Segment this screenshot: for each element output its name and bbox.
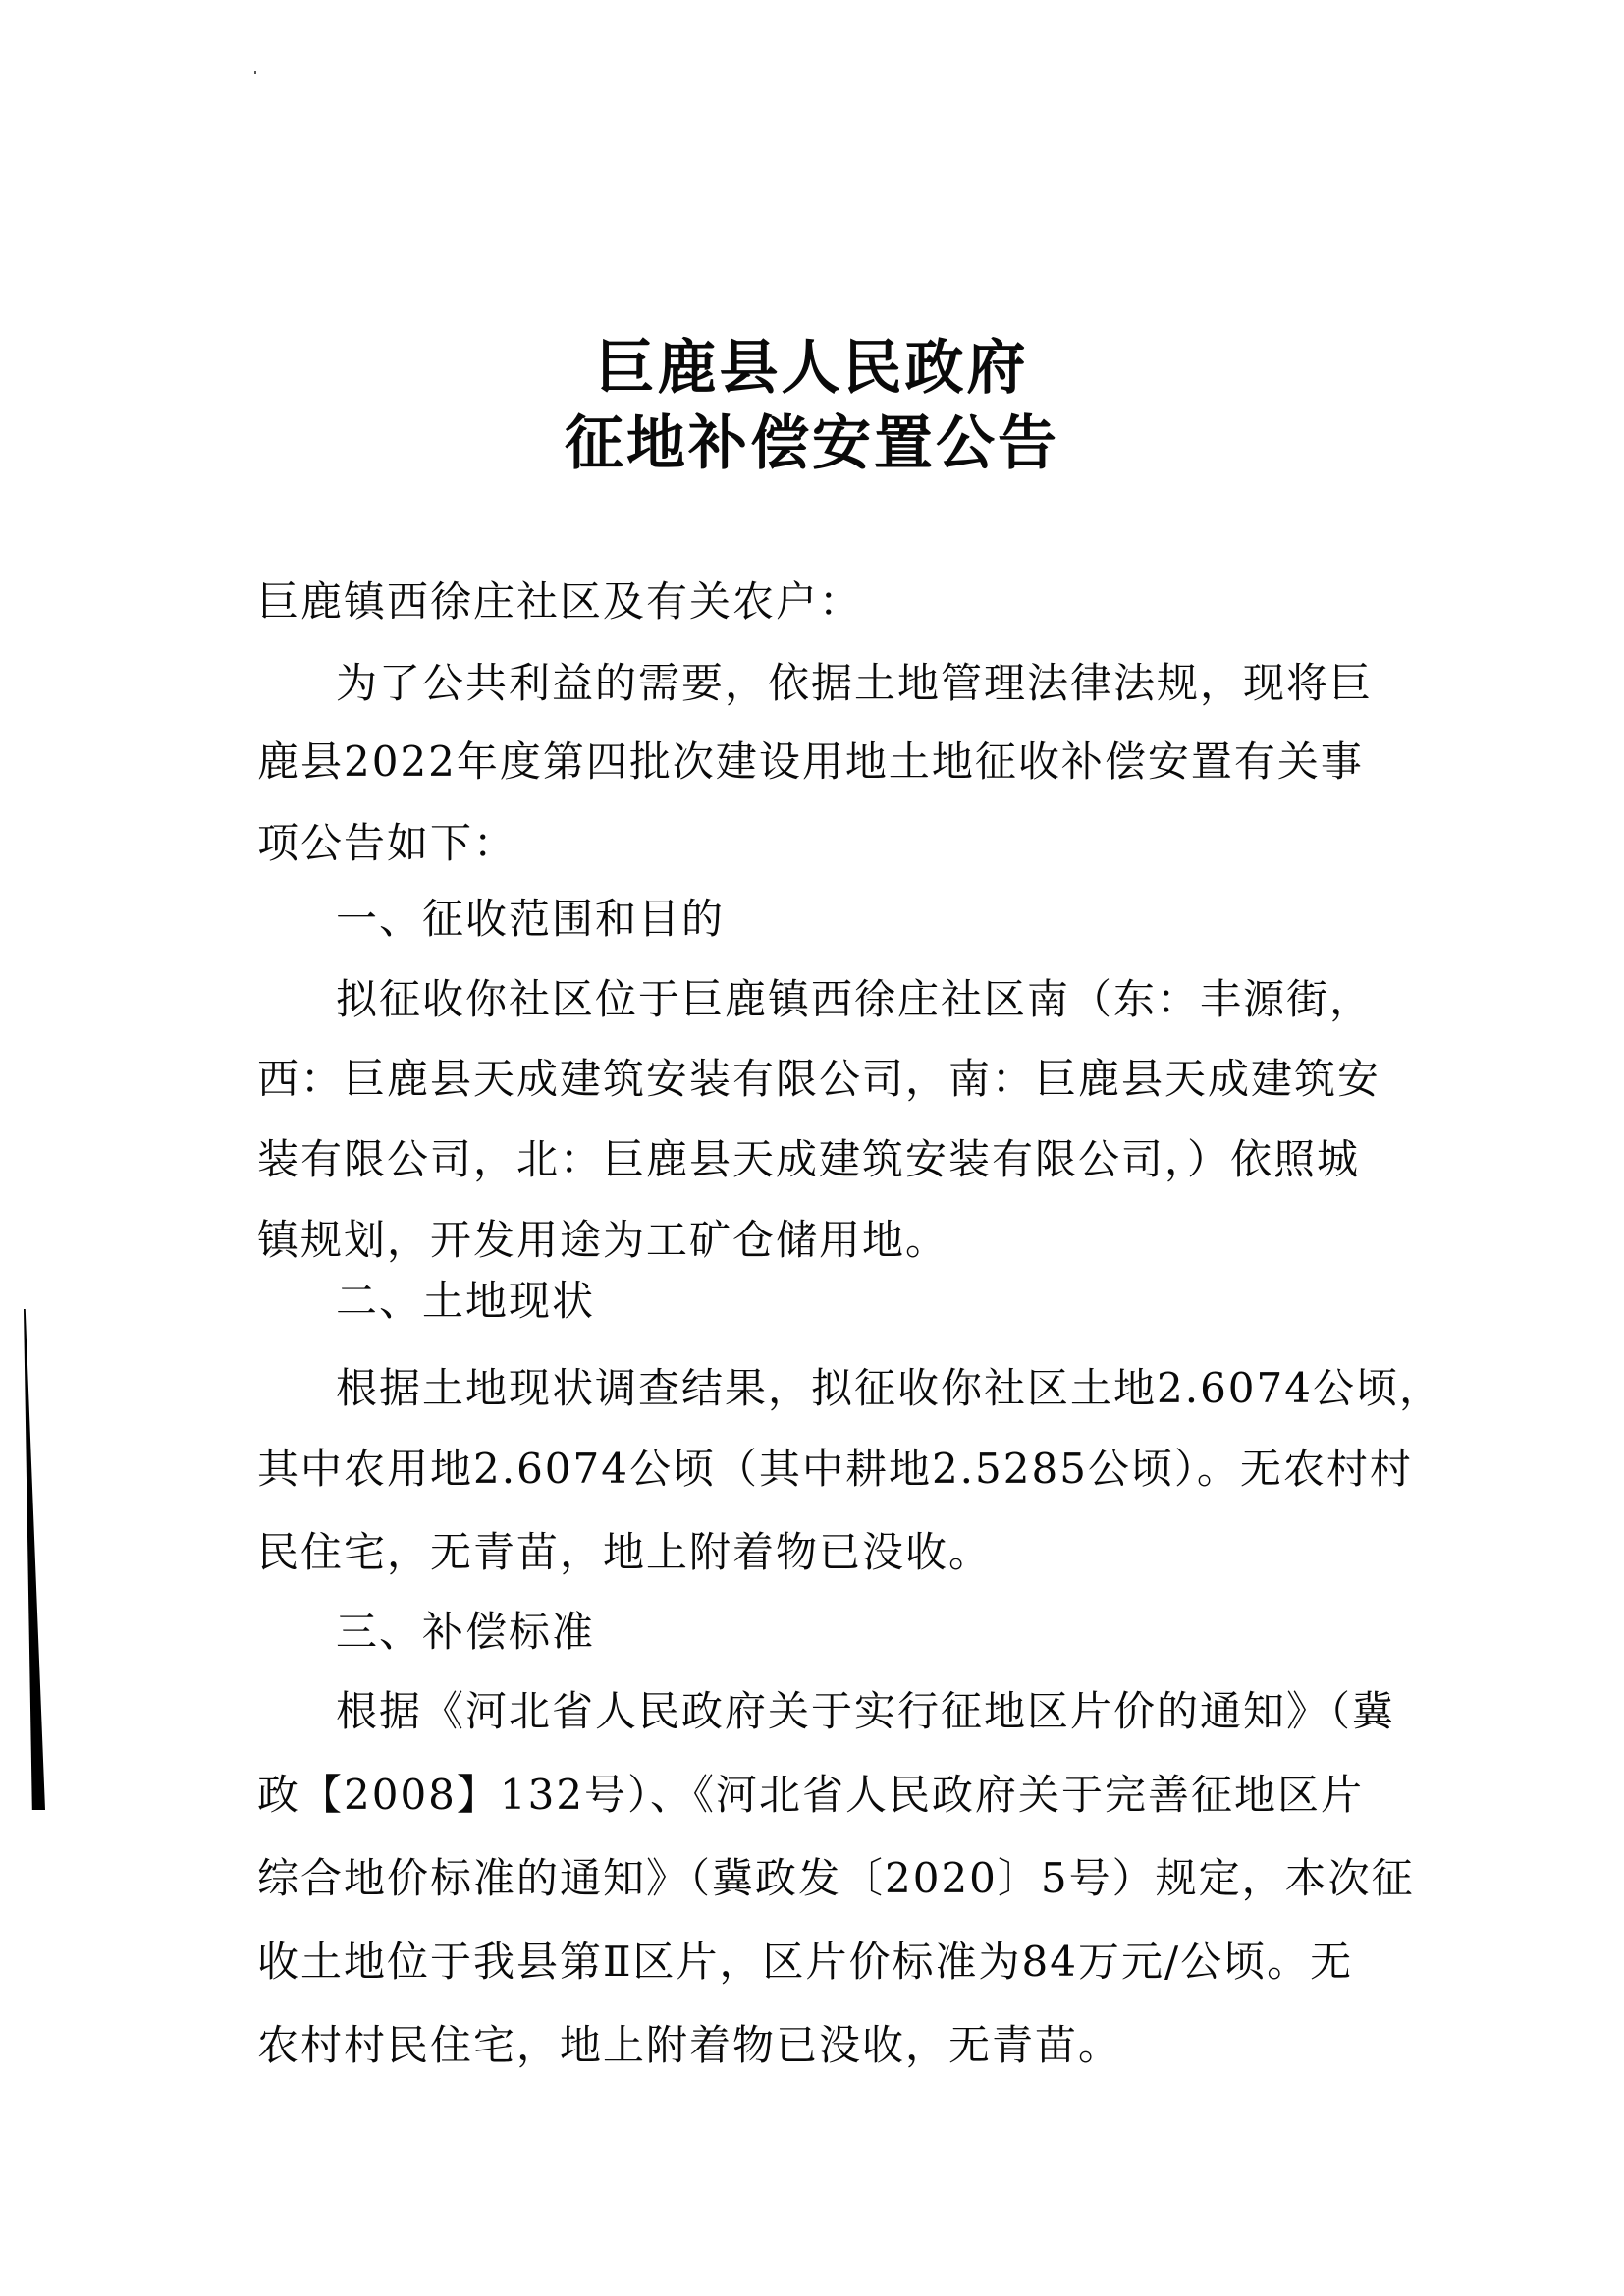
section-line: 根据《河北省人民政府关于实行征地区片价的通知》（冀 — [336, 1687, 1396, 1735]
intro-line: 项公告如下： — [257, 819, 517, 867]
section-heading-scope: 一、征收范围和目的 — [336, 895, 726, 943]
section-line: 综合地价标准的通知》（冀政发〔2020〕5号）规定，本次征 — [257, 1854, 1415, 1902]
scan-speck — [254, 71, 256, 74]
section-line: 西：巨鹿县天成建筑安装有限公司，南：巨鹿县天成建筑安 — [257, 1055, 1381, 1103]
intro-line: 鹿县2022年度第四批次建设用地土地征收补偿安置有关事 — [257, 738, 1364, 786]
section-line: 民住宅，无青苗，地上附着物已没收。 — [257, 1528, 993, 1576]
section-line: 拟征收你社区位于巨鹿镇西徐庄社区南（东：丰源街， — [336, 975, 1374, 1023]
title-notice: 征地补偿安置公告 — [565, 410, 1059, 478]
title-issuer: 巨鹿县人民政府 — [595, 334, 1029, 403]
salutation: 巨鹿镇西徐庄社区及有关农户： — [257, 577, 863, 626]
section-heading-land-status: 二、土地现状 — [336, 1277, 596, 1325]
section-line: 装有限公司，北：巨鹿县天成建筑安装有限公司，）依照城 — [257, 1135, 1361, 1183]
section-line: 农村村民住宅，地上附着物已没收，无青苗。 — [257, 2021, 1122, 2069]
scan-edge-artifact — [24, 1309, 45, 1810]
section-line: 镇规划，开发用途为工矿仓储用地。 — [257, 1216, 949, 1264]
section-line: 根据土地现状调查结果，拟征收你社区土地2.6074公顷， — [336, 1364, 1442, 1412]
section-line: 政【2008】132号）、《河北省人民政府关于完善征地区片 — [257, 1771, 1365, 1819]
intro-line: 为了公共利益的需要，依据土地管理法律法规，现将巨 — [336, 659, 1374, 707]
section-heading-compensation: 三、补偿标准 — [336, 1608, 596, 1656]
section-line: 收土地位于我县第Ⅱ区片，区片价标准为84万元/公顷。无 — [257, 1938, 1354, 1986]
section-line: 其中农用地2.6074公顷（其中耕地2.5285公顷）。无农村村 — [257, 1445, 1413, 1493]
